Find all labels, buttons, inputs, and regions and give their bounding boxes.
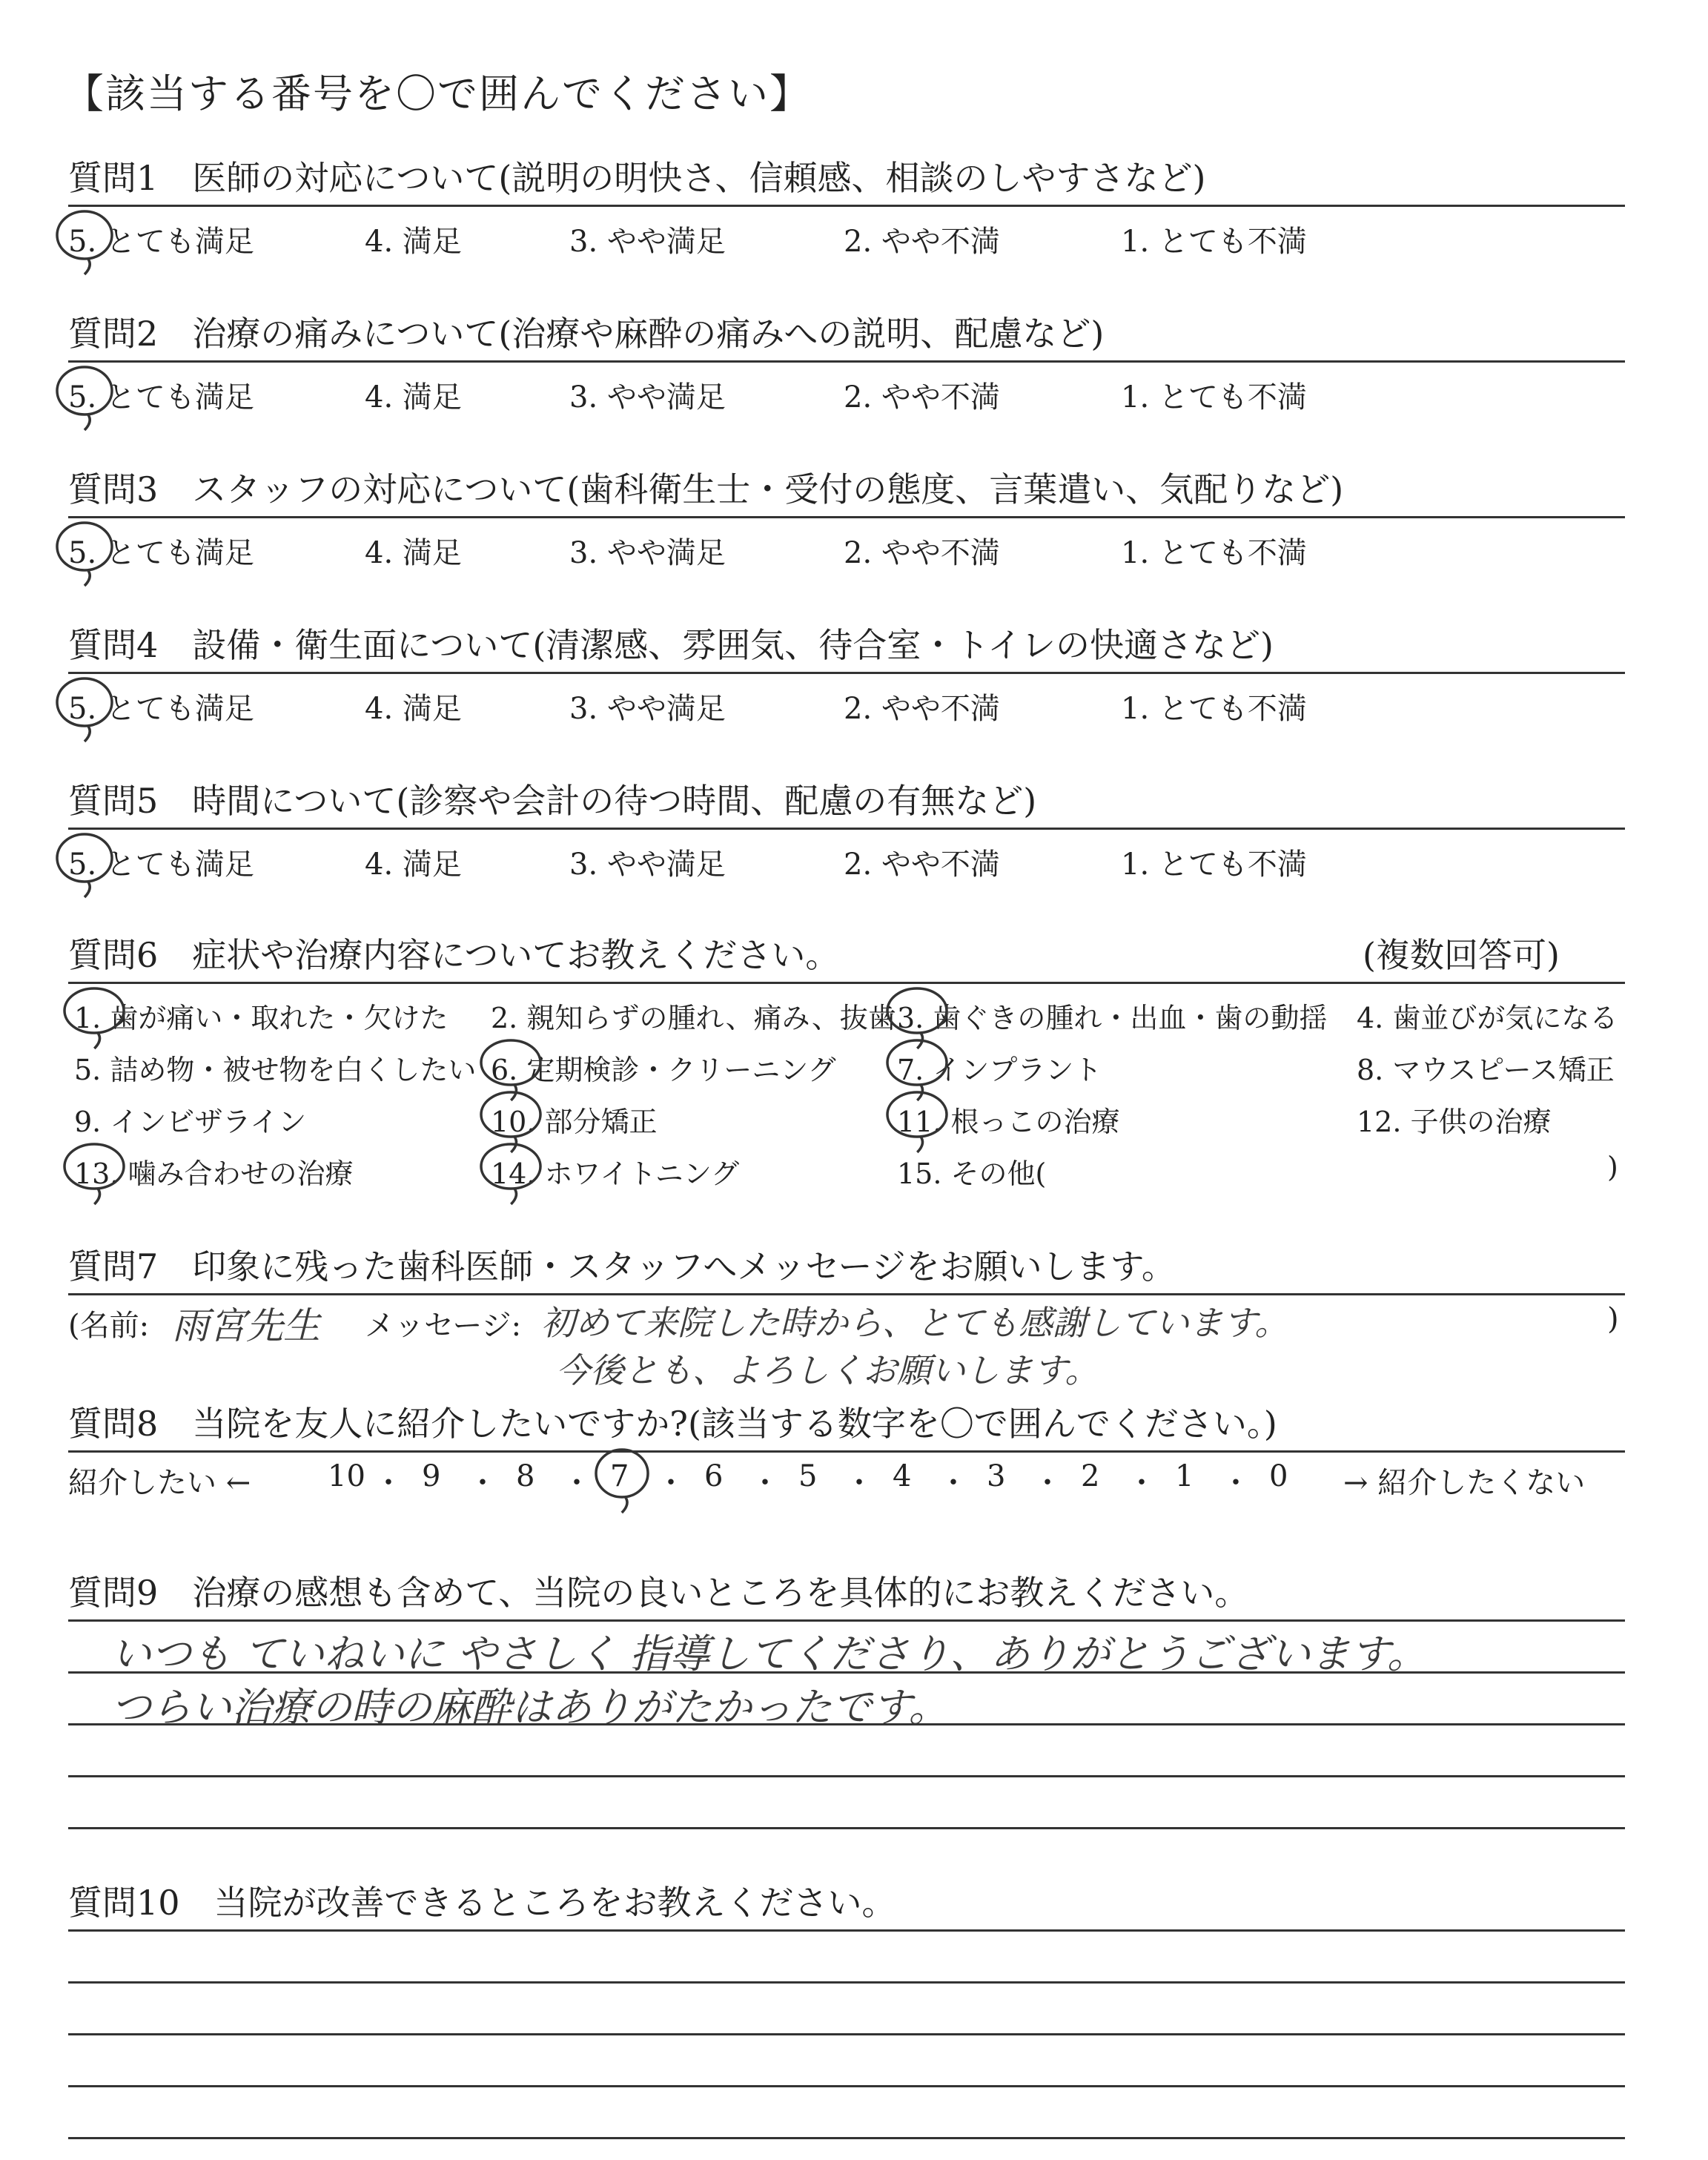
q7-name-value[interactable]: 雨宮先生 (172, 1304, 320, 1347)
scale-number[interactable]: 8 (516, 1459, 535, 1493)
rating-option[interactable]: 2. やや不満 (844, 848, 1000, 882)
question-rule (68, 672, 1625, 674)
selection-circle-tail (85, 258, 90, 274)
rating-option[interactable]: 3. やや満足 (569, 380, 726, 415)
q10-rule-3 (68, 2033, 1625, 2035)
rating-option[interactable]: 2. やや不満 (844, 380, 1000, 415)
rating-option[interactable]: 5. とても満足 (68, 692, 254, 726)
rating-option[interactable]: 3. やや満足 (569, 536, 726, 570)
scale-number[interactable]: 10 (328, 1459, 365, 1493)
scale-number[interactable]: 3 (987, 1459, 1006, 1493)
q7-message-label: メッセージ: (365, 1309, 522, 1343)
scale-separator: ・ (562, 1466, 592, 1500)
question-title: 質問1 医師の対応について(説明の明快さ、信頼感、相談のしやすさなど) (68, 158, 1206, 198)
question-title: 質問3 スタッフの対応について(歯科衛生士・受付の態度、言葉遣い、気配りなど) (68, 469, 1344, 509)
symptom-option[interactable]: 11. 根っこの治療 (897, 1106, 1120, 1138)
q8-left-label: 紹介したい ← (68, 1466, 251, 1500)
rating-option[interactable]: 3. やや満足 (569, 225, 726, 259)
rating-option[interactable]: 2. やや不満 (844, 536, 1000, 570)
q10-rule-1 (68, 1929, 1625, 1932)
q6-rule (68, 982, 1625, 984)
q8-text: 当院を友人に紹介したいですか?(該当する数字を〇で囲んでください。) (192, 1404, 1277, 1444)
symptom-option[interactable]: 14. ホワイトニング (491, 1157, 740, 1190)
q7-message-line1[interactable]: 初めて来院した時から、とても感謝しています。 (541, 1303, 1289, 1343)
q7-title (68, 1240, 1176, 1289)
scale-number[interactable]: 7 (610, 1459, 629, 1493)
question-rule (68, 360, 1625, 363)
symptom-option: ) (1607, 1151, 1618, 1183)
scale-separator: ・ (1221, 1466, 1251, 1500)
q6-note: (複数回答可) (1363, 935, 1560, 975)
scale-number[interactable]: 2 (1081, 1459, 1100, 1493)
scale-separator: ・ (844, 1466, 874, 1500)
symptom-option[interactable]: 4. 歯並びが気になる (1357, 1002, 1618, 1034)
selection-circle-tail (85, 414, 90, 430)
q10-text: 当院が改善できるところをお教えください。 (214, 1883, 896, 1923)
question-rule (68, 516, 1625, 518)
q10-rule-2 (68, 1981, 1625, 1984)
q10-rule-4 (68, 2085, 1625, 2087)
rating-option[interactable]: 3. やや満足 (569, 692, 726, 726)
q8-title (68, 1397, 1277, 1446)
rating-option[interactable]: 2. やや不満 (844, 692, 1000, 726)
selection-circle-tail (85, 569, 90, 586)
rating-option[interactable]: 4. 満足 (365, 692, 462, 726)
symptom-option[interactable]: 12. 子供の治療 (1357, 1106, 1552, 1138)
symptom-option[interactable]: 1. 歯が痛い・取れた・欠けた (74, 1002, 448, 1034)
scale-number[interactable]: 4 (893, 1459, 912, 1493)
q7-text: 印象に残った歯科医師・スタッフへメッセージをお願いします。 (192, 1246, 1176, 1287)
scale-separator: ・ (1033, 1466, 1062, 1500)
symptom-option[interactable]: 8. マウスピース矯正 (1357, 1054, 1615, 1086)
q6-title (68, 928, 839, 977)
symptom-option[interactable]: 7. インプラント (897, 1054, 1102, 1086)
symptom-option[interactable]: 9. インビザライン (74, 1106, 307, 1138)
rating-option[interactable]: 5. とても満足 (68, 848, 254, 882)
q8-right-label: → 紹介したくない (1343, 1466, 1586, 1500)
q9-rule-5 (68, 1827, 1625, 1829)
symptom-option[interactable]: 2. 親知らずの腫れ、痛み、抜歯 (491, 1002, 896, 1034)
rating-option[interactable]: 1. とても不満 (1121, 848, 1307, 882)
q10-label: 質問10 (68, 1883, 180, 1923)
q7-name-label: (名前: (68, 1309, 150, 1343)
q6-text: 症状や治療内容についてお教えください。 (192, 935, 840, 975)
rating-option[interactable]: 1. とても不満 (1121, 380, 1307, 415)
rating-option[interactable]: 3. やや満足 (569, 848, 726, 882)
question-title: 質問4 設備・衛生面について(清潔感、雰囲気、待合室・トイレの快適さなど) (68, 625, 1274, 665)
rating-option[interactable]: 4. 満足 (365, 536, 462, 570)
question-title: 質問2 治療の痛みについて(治療や麻酔の痛みへの説明、配慮など) (68, 314, 1105, 354)
selection-circle-tail (85, 881, 90, 897)
form-header: 【該当する番号を〇で囲んでください】 (64, 70, 811, 117)
q9-answer-line1[interactable]: いつも ていねいに やさしく 指導してくださり、ありがとうございます。 (111, 1631, 1428, 1677)
question-title: 質問5 時間について(診察や会計の待つ時間、配慮の有無など) (68, 781, 1037, 821)
q7-rule (68, 1293, 1625, 1295)
rating-option[interactable]: 1. とても不満 (1121, 692, 1307, 726)
q9-title (68, 1566, 1248, 1615)
symptom-option[interactable]: 15. その他( (897, 1157, 1047, 1190)
scale-number[interactable]: 5 (798, 1459, 818, 1493)
q10-rule-5 (68, 2137, 1625, 2139)
q9-answer-line2[interactable]: つらい治療の時の麻酔はありがたかったです。 (111, 1684, 949, 1731)
scale-number[interactable]: 0 (1269, 1459, 1288, 1493)
q8-label: 質問8 (68, 1404, 159, 1444)
symptom-option[interactable]: 6. 定期検診・クリーニング (491, 1054, 836, 1086)
scale-separator: ・ (1127, 1466, 1156, 1500)
q7-message-line2[interactable]: 今後とも、よろしくお願いします。 (556, 1350, 1099, 1390)
symptom-option[interactable]: 3. 歯ぐきの腫れ・出血・歯の動揺 (897, 1002, 1328, 1034)
rating-option[interactable]: 4. 満足 (365, 225, 462, 259)
question-rule (68, 828, 1625, 830)
scale-number[interactable]: 1 (1175, 1459, 1194, 1493)
rating-option[interactable]: 1. とても不満 (1121, 536, 1307, 570)
q9-rule-1 (68, 1619, 1625, 1622)
q8-rule (68, 1450, 1625, 1453)
scale-number[interactable]: 6 (704, 1459, 724, 1493)
scale-separator: ・ (468, 1466, 497, 1500)
symptom-option[interactable]: 10. 部分矯正 (491, 1106, 658, 1138)
q6-label: 質問6 (68, 935, 159, 975)
scale-separator: ・ (750, 1466, 780, 1500)
symptom-option[interactable]: 5. 詰め物・被せ物を白くしたい (74, 1054, 477, 1086)
q7-close-paren: ) (1607, 1302, 1619, 1336)
selection-circle-tail (85, 725, 90, 742)
rating-option[interactable]: 1. とても不満 (1121, 225, 1307, 259)
scale-separator: ・ (374, 1466, 403, 1500)
q10-title (68, 1876, 896, 1925)
rating-option[interactable]: 5. とても満足 (68, 225, 254, 259)
rating-option[interactable]: 4. 満足 (365, 848, 462, 882)
rating-option[interactable]: 2. やや不満 (844, 225, 1000, 259)
q7-label: 質問7 (68, 1246, 159, 1287)
q9-label: 質問9 (68, 1573, 159, 1613)
question-rule (68, 205, 1625, 207)
q9-rule-4 (68, 1775, 1625, 1777)
rating-option[interactable]: 5. とても満足 (68, 536, 254, 570)
rating-option[interactable]: 5. とても満足 (68, 380, 254, 415)
rating-option[interactable]: 4. 満足 (365, 380, 462, 415)
symptom-option[interactable]: 13. 噛み合わせの治療 (74, 1157, 354, 1190)
scale-number[interactable]: 9 (422, 1459, 441, 1493)
scale-separator: ・ (939, 1466, 968, 1500)
q9-text: 治療の感想も含めて、当院の良いところを具体的にお教えください。 (192, 1573, 1249, 1613)
selection-circle-tail (622, 1496, 627, 1513)
scale-separator: ・ (656, 1466, 686, 1500)
